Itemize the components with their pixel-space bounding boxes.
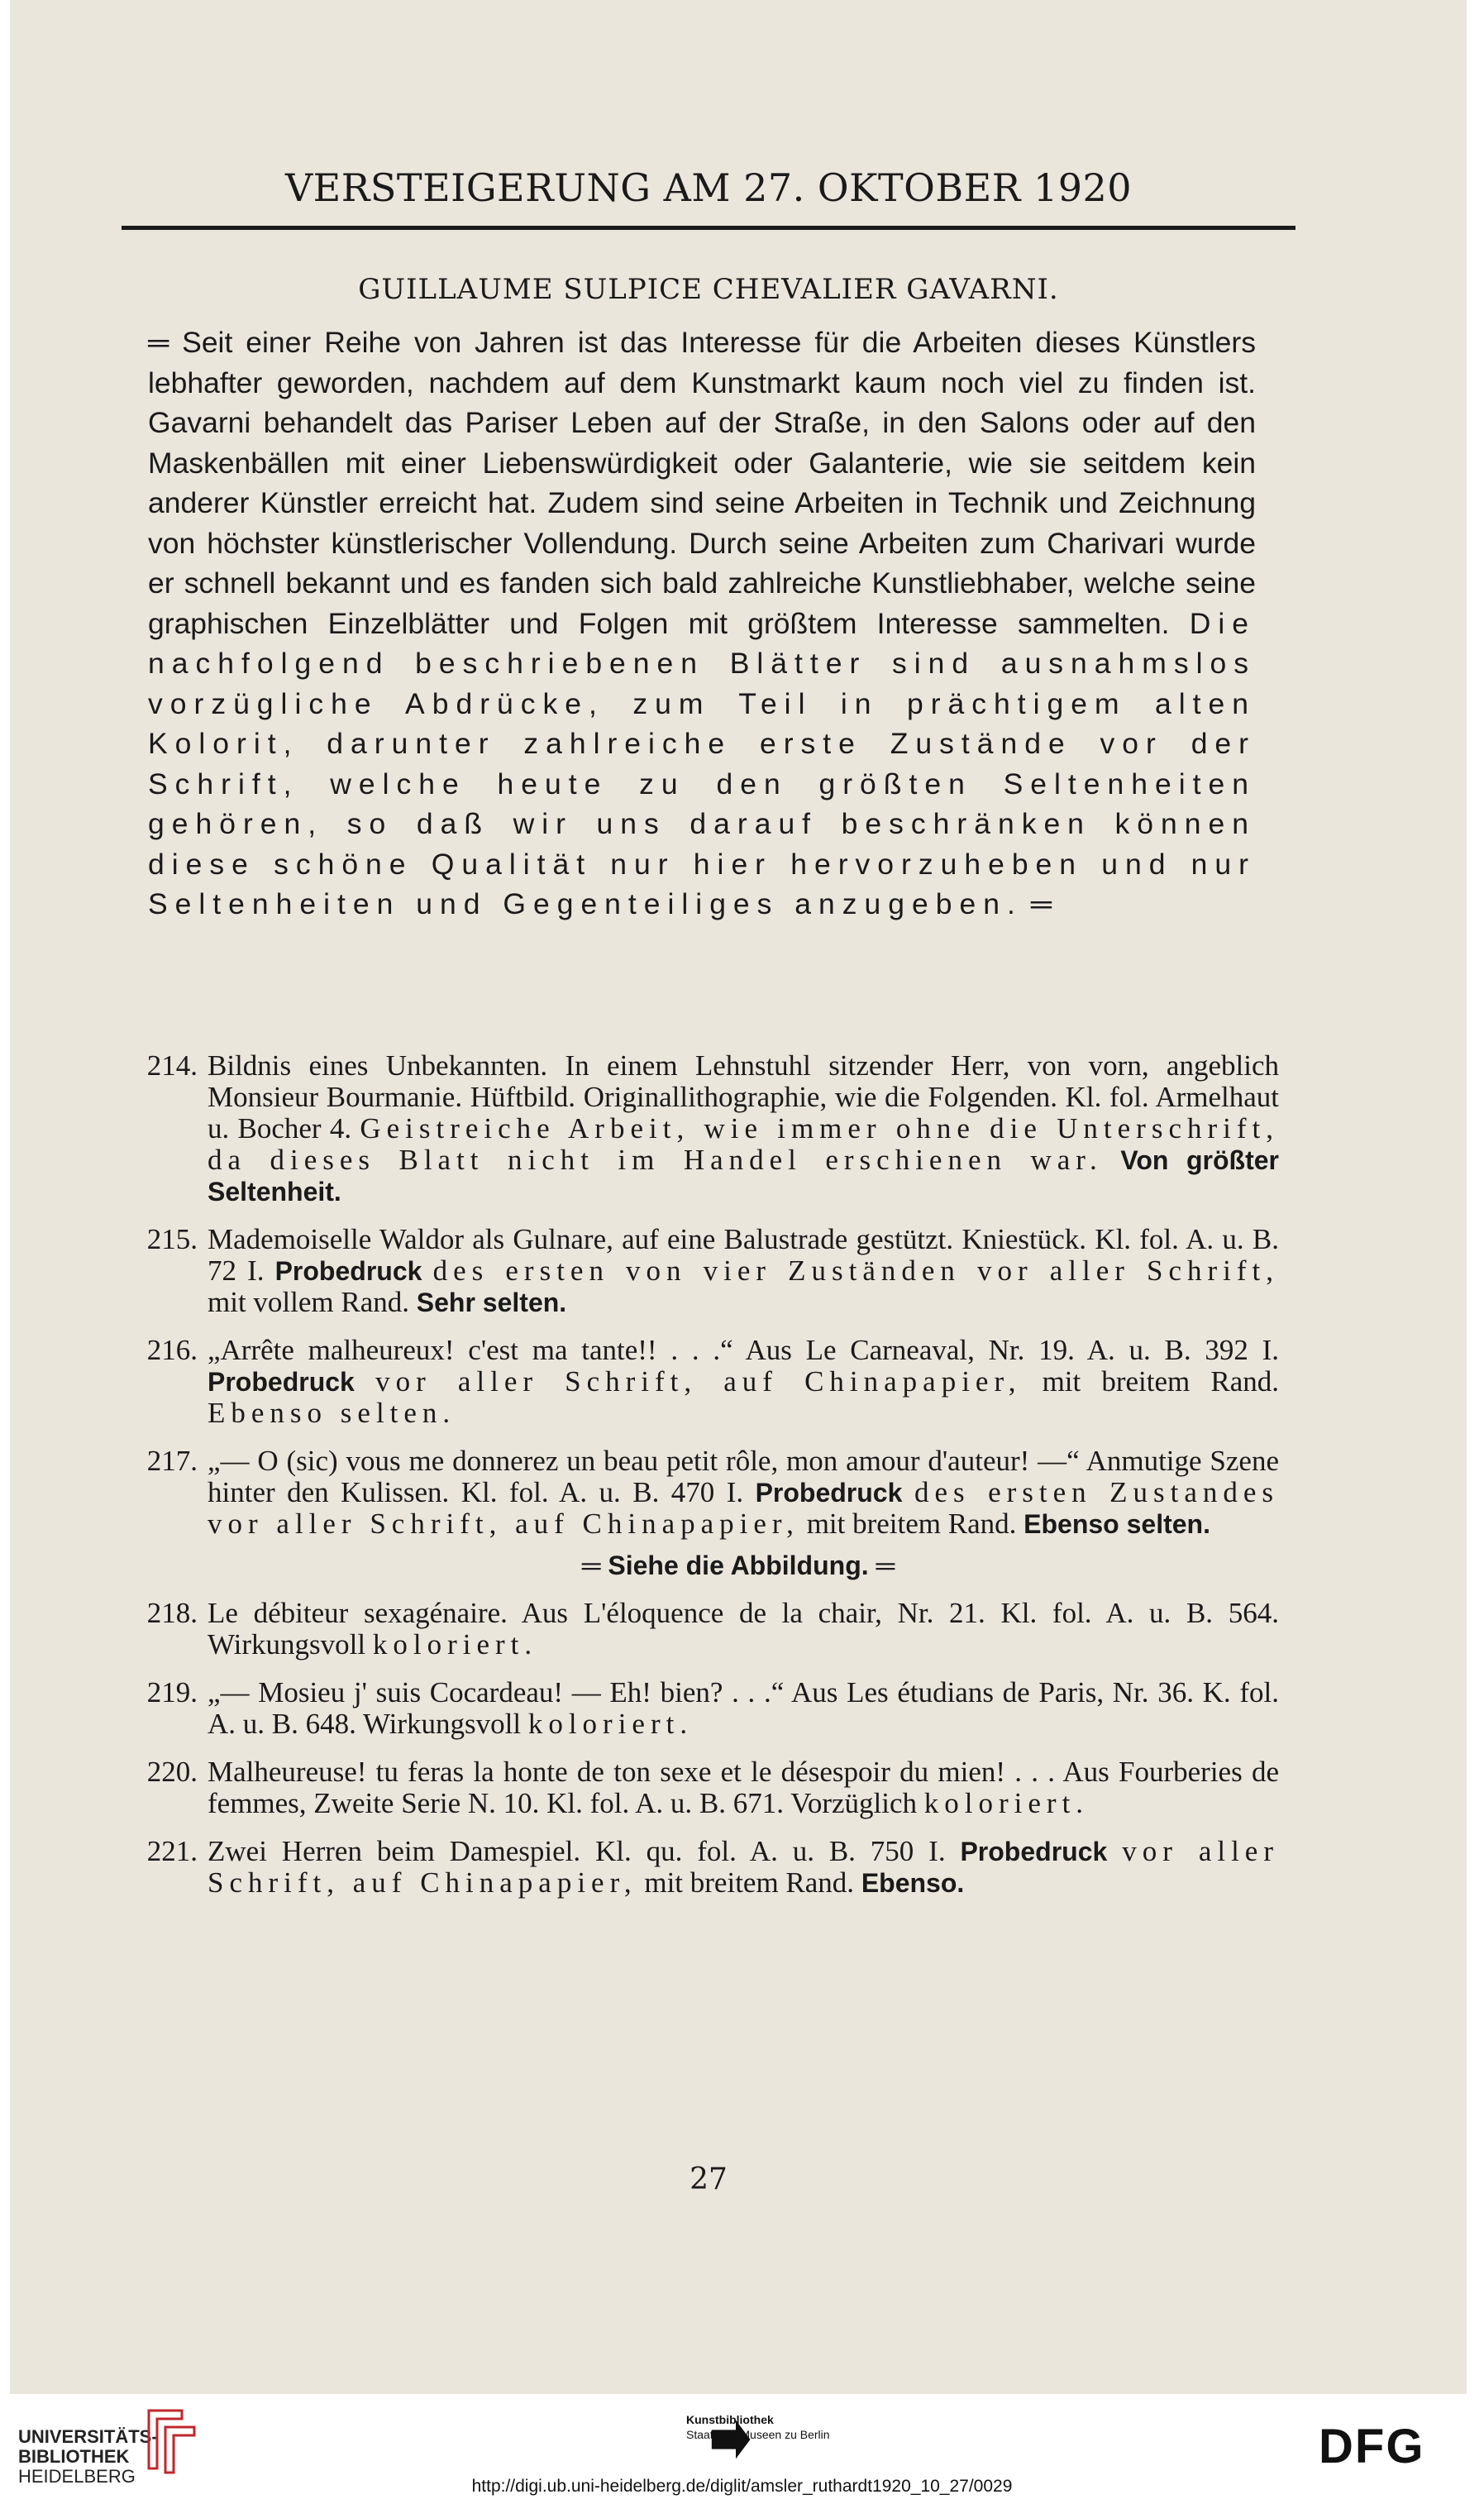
lot-number: 217. (146, 1445, 198, 1477)
digitization-footer (0, 2394, 1484, 2504)
desc-text: Zwei Herren beim Damespiel. Kl. qu. fol. A. u. B. 750 I. (208, 1835, 961, 1867)
desc-text: Mademoiselle Waldor als Gulnare, auf eine Balustrade gestützt. Kniestück. Kl. fol. A. u. B. 72 I. (208, 1223, 1279, 1287)
running-header: VERSTEIGERUNG AM 27. OKTOBER 1920 (284, 165, 1133, 210)
lot-number: 218. (146, 1597, 198, 1629)
desc-spaced: koloriert. (923, 1787, 1090, 1819)
lot-description (208, 1335, 1279, 1429)
desc-text: Malheureuse! tu feras la honte de ton sexe et le désespoir du mien! . . . Aus Fourberies de femmes, Zweite Serie N. 10. Kl. fol. A. u. B. 671. Vorzüglich (208, 1756, 1279, 1819)
end-mark: ═ (1022, 887, 1052, 920)
lot-description (208, 1677, 1279, 1740)
desc-text: Le débiteur sexagénaire. Aus L'éloquence de la chair, Nr. 21. Kl. fol. A. u. B. 564. Wirkungsvoll (208, 1597, 1279, 1661)
scanned-page (10, 0, 1467, 2394)
lot-entry-221 (138, 1836, 1279, 1899)
desc-text: mit breitem Rand. (637, 1866, 861, 1899)
lot-entry-214 (138, 1050, 1279, 1207)
lot-number: 214. (146, 1049, 198, 1082)
page-number: 27 (690, 2162, 728, 2196)
dfg-logo: DFG (1319, 2420, 1425, 2473)
desc-text: „Arrête malheureux! c'est ma tante!! . . .“ Aus Le Carneaval, Nr. 19. A. u. B. 392 I. (208, 1334, 1279, 1366)
desc-bold: Probedruck (960, 1837, 1123, 1866)
lot-number: 215. (146, 1223, 198, 1255)
desc-spaced: des ersten Zustandes vor aller Schrift, auf Chinapapier, (208, 1476, 1280, 1540)
lot-entry-219 (138, 1677, 1279, 1740)
lot-description (208, 1050, 1279, 1207)
lead-mark: ═ (148, 326, 169, 359)
kb-title: Kunstbibliothek (686, 2413, 774, 2426)
desc-spaced: koloriert. (527, 1708, 694, 1740)
desc-bold: Probedruck (208, 1367, 376, 1397)
lot-description (208, 1446, 1279, 1540)
desc-bold: Ebenso. (861, 1868, 965, 1898)
lot-list (138, 1050, 1279, 1915)
illustration-note: ═ Siehe die Abbildung. ═ (581, 1551, 895, 1580)
lot-entry-220 (138, 1756, 1279, 1819)
lot-description (208, 1224, 1279, 1318)
source-url[interactable]: http://digi.ub.uni-heidelberg.de/diglit/amsler_ruthardt1920_10_27/0029 (471, 2477, 1013, 2496)
desc-spaced: koloriert. (372, 1628, 538, 1661)
intro-text: Seit einer Reihe von Jahren ist das Interesse für die Arbeiten dieses Künstlers lebhafter geworden, nachdem auf dem Kunstmarkt kaum noch viel zu finden ist. Gavarni behandelt das Pariser Leben auf der Straße, in den Salons oder auf den Maskenbällen mit einer Liebenswürdigkeit oder Galanterie, wie sie seitdem kein anderer Künstler erreicht hat. Zudem sind seine Arbeiten in Technik und Zeichnung von höchster künstlerischer Vollendung. Durch seine Arbeiten zum Charivari wurde er schnell bekannt und es fanden sich bald zahlreiche Kunstliebhaber, welche seine graphischen Einzelblätter und Folgen mit größtem Interesse sammelten. (148, 326, 1256, 640)
ub-logo-icon (132, 2402, 207, 2477)
ub-line: UNIVERSITÄTS- (18, 2426, 158, 2447)
desc-spaced: des ersten von vier Zuständen vor aller Schrift, (432, 1254, 1280, 1287)
desc-text: „— O (sic) vous me donnerez un beau petit rôle, mon amour d'auteur! —“ Anmutige Szene hinter den Kulissen. Kl. fol. A. u. B. 470 I. (208, 1445, 1279, 1508)
desc-text: mit breitem Rand. (1021, 1365, 1280, 1398)
lot-description (208, 1836, 1279, 1899)
desc-text: mit vollem Rand. (208, 1286, 417, 1318)
lot-description (208, 1598, 1279, 1661)
kb-subtitle: Staatliche Museen zu Berlin (686, 2428, 830, 2441)
lot-number: 220. (146, 1756, 198, 1788)
lot-number: 221. (146, 1835, 198, 1867)
desc-text: mit breitem Rand. (799, 1508, 1024, 1540)
lot-description (208, 1756, 1279, 1819)
desc-bold: Probedruck (274, 1256, 433, 1286)
desc-bold: Sehr selten. (416, 1288, 567, 1317)
kunstbibliothek-text (686, 2412, 830, 2442)
lot-number: 216. (146, 1334, 198, 1366)
desc-spaced: Geistreiche Arbeit, wie immer ohne die Unterschrift, da dieses Blatt nicht im Handel erschienen war. (208, 1112, 1280, 1176)
desc-text: Bildnis eines Unbekannten. In einem Lehnstuhl sitzender Herr, von vorn, angeblich Monsieur Bourmanie. Hüftbild. Originallithographie, wie die Folgenden. Kl. fol. Armelhaut u. Bocher 4. (208, 1049, 1279, 1144)
ub-line: HEIDELBERG (18, 2466, 136, 2487)
lot-number: 219. (146, 1676, 198, 1708)
lot-entry-218 (138, 1598, 1279, 1661)
intro-paragraph (148, 323, 1256, 925)
intro-spaced-text: Die nachfolgend beschriebenen Blätter sind ausnahmslos vorzügliche Abdrücke, zum Teil in prächtigem alten Kolorit, darunter zahlreiche erste Zustände vor der Schrift, welche heute zu den größten Seltenheiten gehören, so daß wir uns darauf beschränken können diese schöne Qualität nur hier hervorzuheben und nur Seltenheiten und Gegenteiliges anzugeben. (148, 606, 1256, 920)
lot-entry-216 (138, 1335, 1279, 1429)
desc-spaced: vor aller Schrift, auf Chinapapier, (375, 1365, 1022, 1398)
header-rule (122, 226, 1296, 230)
lot-entry-217 (138, 1446, 1279, 1540)
desc-spaced: vor aller Schrift, auf Chinapapier, (208, 1835, 1279, 1899)
desc-text: „— Mosieu j' suis Cocardeau! — Eh! bien? . . .“ Aus Les étudians de Paris, Nr. 36. K. fol. A. u. B. 648. Wirkungsvoll (208, 1676, 1279, 1740)
desc-bold: Von größter Seltenheit. (208, 1145, 1280, 1207)
desc-bold: Ebenso selten. (1024, 1509, 1210, 1539)
section-title: GUILLAUME SULPICE CHEVALIER GAVARNI. (358, 273, 1059, 306)
ub-line: BIBLIOTHEK (18, 2446, 130, 2467)
desc-bold: Probedruck (755, 1478, 914, 1508)
desc-spaced: Ebenso selten. (208, 1397, 456, 1429)
lot-entry-215 (138, 1224, 1279, 1318)
